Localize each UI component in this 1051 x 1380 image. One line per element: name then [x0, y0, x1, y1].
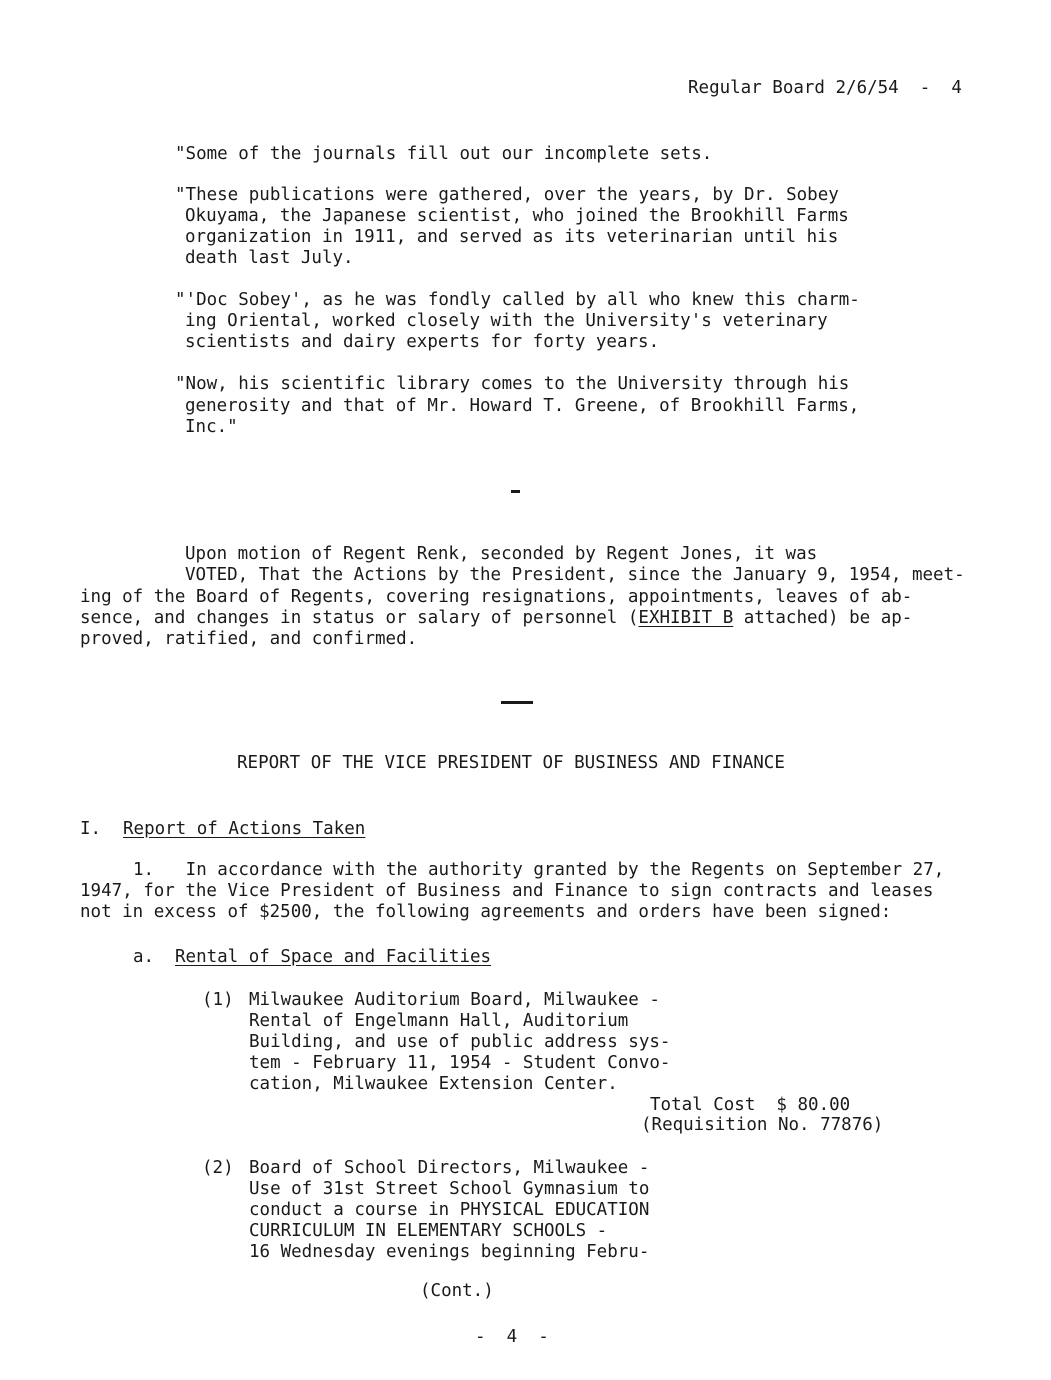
entry-line: 16 Wednesday evenings beginning Febru-	[249, 1242, 650, 1262]
motion-line: Upon motion of Regent Renk, seconded by Regent Jones, it was	[185, 544, 818, 564]
quote-line: ing Oriental, worked closely with the University's veterinary	[185, 311, 828, 331]
section-number: I.	[80, 819, 102, 839]
motion-text: sence, and changes in status or salary of personnel (	[80, 608, 639, 628]
entry-line: Board of School Directors, Milwaukee -	[249, 1158, 650, 1178]
quote-line: Okuyama, the Japanese scientist, who joined the Brookhill Farms	[185, 206, 849, 226]
separator-dash	[511, 490, 520, 493]
entry-number: (2)	[202, 1158, 234, 1178]
quote-line: organization in 1911, and served as its veterinarian until his	[185, 227, 839, 247]
entry-number: (1)	[202, 990, 234, 1010]
quote-line: generosity and that of Mr. Howard T. Greene, of Brookhill Farms,	[185, 396, 860, 416]
quote-line: "Now, his scientific library comes to the University through his	[175, 374, 850, 394]
motion-line	[80, 608, 912, 629]
quote-line: death last July.	[185, 248, 354, 268]
subsection-title: Rental of Space and Facilities	[175, 947, 492, 967]
section-title: Report of Actions Taken	[123, 819, 366, 839]
item-line: not in excess of $2500, the following agreements and orders have been signed:	[80, 902, 892, 922]
motion-line: VOTED, That the Actions by the President, since the January 9, 1954, meet-	[185, 565, 965, 585]
separator-dash	[501, 701, 533, 704]
entry-line: Rental of Engelmann Hall, Auditorium	[249, 1011, 629, 1031]
item-line: 1947, for the Vice President of Business and Finance to sign contracts and leases	[80, 881, 934, 901]
entry-line: tem - February 11, 1954 - Student Convo-	[249, 1053, 671, 1073]
exhibit-reference: EXHIBIT B	[638, 608, 734, 628]
requisition-number: (Requisition No. 77876)	[641, 1115, 884, 1135]
report-heading: REPORT OF THE VICE PRESIDENT OF BUSINESS AND FINANCE	[237, 753, 785, 773]
entry-line: cation, Milwaukee Extension Center.	[249, 1074, 618, 1094]
page-number: - 4 -	[475, 1327, 549, 1347]
quote-line: scientists and dairy experts for forty years.	[185, 332, 660, 352]
total-cost: Total Cost $ 80.00	[650, 1095, 851, 1115]
subsection-label: a.	[133, 947, 155, 967]
quote-paragraph: "Some of the journals fill out our incomplete sets.	[175, 144, 713, 164]
motion-text: attached) be ap-	[733, 608, 913, 628]
quote-line: "'Doc Sobey', as he was fondly called by all who knew this charm-	[175, 290, 860, 310]
quote-line: "These publications were gathered, over the years, by Dr. Sobey	[175, 185, 839, 205]
running-head: Regular Board 2/6/54 - 4	[688, 78, 962, 98]
entry-line: Use of 31st Street School Gymnasium to	[249, 1179, 650, 1199]
continued-note: (Cont.)	[420, 1281, 494, 1301]
entry-line: Milwaukee Auditorium Board, Milwaukee -	[249, 990, 660, 1010]
motion-line: proved, ratified, and confirmed.	[80, 629, 418, 649]
entry-line: conduct a course in PHYSICAL EDUCATION	[249, 1200, 650, 1220]
motion-line: ing of the Board of Regents, covering resignations, appointments, leaves of ab-	[80, 587, 913, 607]
entry-line: Building, and use of public address sys-	[249, 1032, 671, 1052]
item-line: 1. In accordance with the authority granted by the Regents on September 27,	[133, 860, 945, 880]
entry-line: CURRICULUM IN ELEMENTARY SCHOOLS -	[249, 1221, 608, 1241]
quote-line: Inc."	[185, 417, 238, 437]
